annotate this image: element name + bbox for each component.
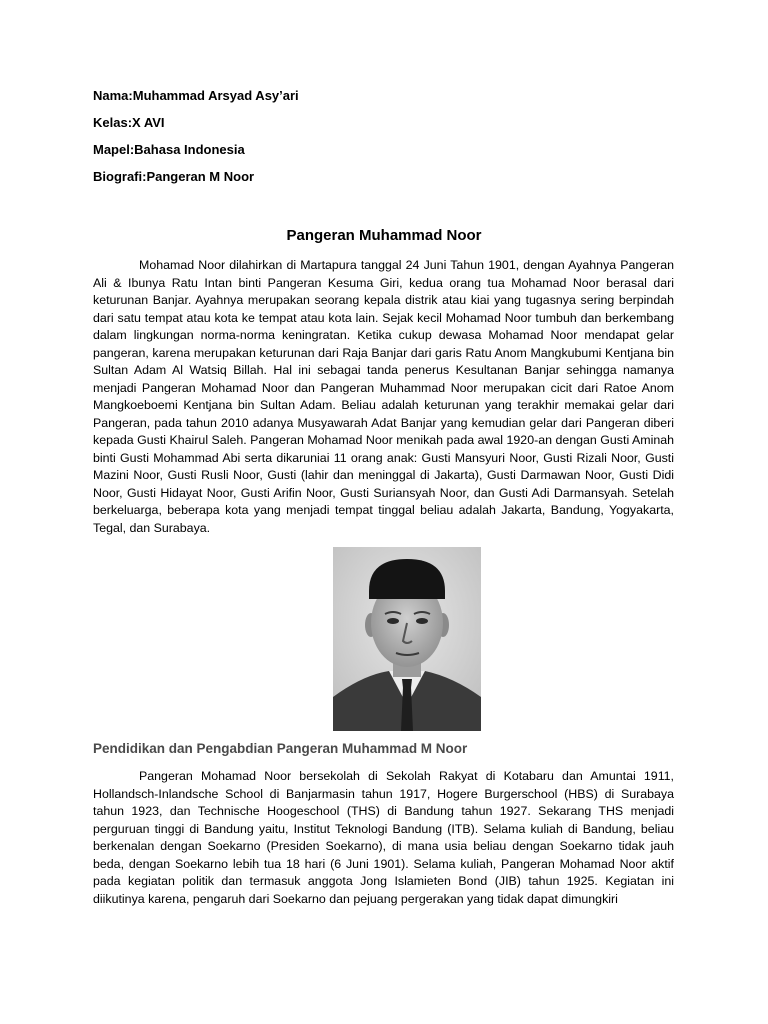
paragraph-biography: Mohamad Noor dilahirkan di Martapura tanggal 24 Juni Tahun 1901, dengan Ayahnya Pangeran Ali & Ibunya Ratu Intan binti Pangeran Kesuma Giri, kedua orang tua Mohamad Noor berasal dari keturunan Banjar. Ayahnya merupakan seorang kepala distrik atau kiai yang tugasnya sering berpindah dari satu tempat atau kota ke tempat atau kota lain. Sejak kecil Mohamad Noor tumbuh dan berkembang dalam lingkungan norma-norma keningratan. Ketika cukup dewasa Mohamad Noor mendapat gelar pangeran, karena merupakan keturunan dari Raja Banjar dari garis Ratu Anom Mangkubumi Kentjana bin Sultan Adam Al Watsiq Billah. Hal ini sebagai tanda penerus Kesultanan Banjar sehingga namanya menjadi Pangeran Mohamad Noor dan Pangeran Muhammad Noor merupakan cicit dari Ratoe Anom Mangkoeboemi Kentjana bin Sultan Adam. Beliau adalah keturunan yang terakhir memakai gelar dari Pangeran, pada tahun 2010 adanya Musyawarah Adat Banjar yang kemudian gelar dari Pangeran diberi kepada Gusti Khairul Saleh. Pangeran Mohamad Noor menikah pada awal 1920-an dengan Gusti Aminah binti Gusti Mohammad Abi serta dikaruniai 11 orang anak: Gusti Mansyuri Noor, Gusti Rizali Noor, Gusti Mazini Noor, Gusti Rusli Noor, Gusti (lahir dan meninggal di Jakarta), Gusti Darmawan Noor, Gusti Didi Noor, Gusti Hidayat Noor, Gusti Arifin Noor, Gusti Suriansyah Noor, dan Gusti Adi Darmansyah. Setelah berkeluarga, beberapa kota yang menjadi tempat tinggal beliau adalah Jakarta, Bandung, Yogyakarta, Tegal, dan Surabaya. — [93, 258, 674, 535]
biography-subject: Biografi:Pangeran M Noor — [93, 169, 255, 184]
subject: Mapel:Bahasa Indonesia — [93, 142, 245, 157]
paragraph-education: Pangeran Mohamad Noor bersekolah di Sekolah Rakyat di Kotabaru dan Amuntai 1911, Hollandsch-Inlandsche School di Banjarmasin tahun 1917, Hogere Burgerschool (HBS) di Surabaya tahun 1923, dan Technische Hoogeschool (THS) di Bandung tahun 1927. Sekarang THS menjadi perguruan tinggi di Bandung yaitu, Institut Teknologi Bandung (ITB). Selama kuliah di Bandung, beliau berkenalan dengan Soekarno (Presiden Soekarno), di mana usia beliau dengan Soekarno tidak jauh beda, dengan Soekarno lebih tua 18 hari (6 Juni 1901). Selama kuliah, Pangeran Mohamad Noor aktif pada kegiatan politik dan termasuk anggota Jong Islamieten Bond (JIB) tahun 1925. Kegiatan ini diikutinya karena, pengaruh dari Soekarno dan pejuang pergerakan yang tidak dapat dimungkiri — [93, 769, 674, 906]
student-info — [93, 87, 299, 195]
article-title: Pangeran Muhammad Noor — [286, 227, 482, 244]
student-class: Kelas:X AVI — [93, 115, 165, 130]
student-name: Nama:Muhammad Arsyad Asy’ari — [93, 88, 299, 103]
portrait-photo — [333, 547, 481, 731]
section-heading: Pendidikan dan Pengabdian Pangeran Muhammad M Noor — [93, 741, 468, 756]
